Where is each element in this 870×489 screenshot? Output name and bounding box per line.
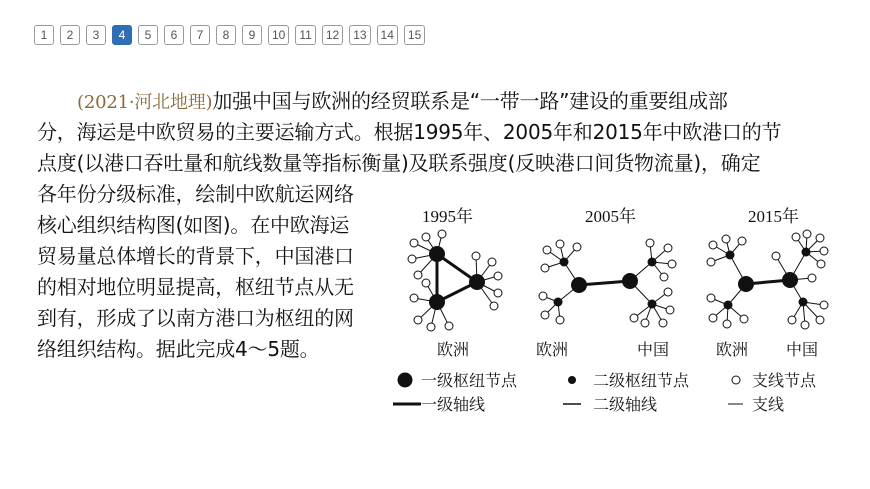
branch-node-icon xyxy=(732,376,740,384)
question-line-5: 核心组织结构图(如图)。在中欧海运 xyxy=(37,213,350,237)
page-button-5[interactable]: 5 xyxy=(138,25,158,45)
question-line-2: 分，海运是中欧贸易的主要运输方式。根据1995年、2005年和2015年中欧港口的节 xyxy=(37,120,782,144)
page-button-15[interactable]: 15 xyxy=(404,25,425,45)
page-button-3[interactable]: 3 xyxy=(86,25,106,45)
page-button-14[interactable]: 14 xyxy=(377,25,398,45)
question-line-8: 到有，形成了以南方港口为枢纽的网 xyxy=(37,306,354,330)
page-button-13[interactable]: 13 xyxy=(349,25,370,45)
page-button-2[interactable]: 2 xyxy=(60,25,80,45)
question-line-9: 络组织结构。据此完成4～5题。 xyxy=(37,337,320,361)
primary-node-icon xyxy=(398,373,413,388)
question-line-7: 的相对地位明显提高，枢纽节点从无 xyxy=(37,275,354,299)
page-button-9[interactable]: 9 xyxy=(242,25,262,45)
secondary-node-icon xyxy=(568,376,576,384)
legend-primary-node: 一级枢纽节点 xyxy=(421,371,518,390)
figure-legend xyxy=(393,371,817,414)
region-label-europe-1995: 欧洲 xyxy=(437,340,470,359)
page-button-10[interactable]: 10 xyxy=(268,25,289,45)
page-button-4-current[interactable]: 4 xyxy=(112,25,132,45)
year-label-2005: 2005年 xyxy=(585,207,636,226)
legend-secondary-axis: 二级轴线 xyxy=(593,395,658,414)
page-button-6[interactable]: 6 xyxy=(164,25,184,45)
region-label-china-2005: 中国 xyxy=(637,340,670,359)
page-button-8[interactable]: 8 xyxy=(216,25,236,45)
question-line-3: 点度(以港口吞吐量和航线数量等指标衡量)及联系强度(反映港口间货物流量)，确定 xyxy=(37,151,761,175)
page-button-1[interactable]: 1 xyxy=(34,25,54,45)
year-label-2015: 2015年 xyxy=(748,207,799,226)
year-label-1995: 1995年 xyxy=(422,207,473,226)
question-source: (2021·河北地理) xyxy=(77,92,213,113)
legend-primary-axis: 一级轴线 xyxy=(421,395,486,414)
region-label-china-2015: 中国 xyxy=(786,340,819,359)
page-button-11[interactable]: 11 xyxy=(295,25,315,45)
page-button-12[interactable]: 12 xyxy=(322,25,343,45)
legend-secondary-node: 二级枢纽节点 xyxy=(593,371,690,390)
page-button-7[interactable]: 7 xyxy=(190,25,210,45)
region-label-europe-2005: 欧洲 xyxy=(536,340,569,359)
question-line-6: 贸易量总体增长的背景下，中国港口 xyxy=(37,244,354,268)
region-label-europe-2015: 欧洲 xyxy=(716,340,749,359)
legend-branch-line: 支线 xyxy=(752,395,785,414)
question-line-1: 加强中国与欧洲的经贸联系是“一带一路”建设的重要组成部 xyxy=(212,89,728,113)
question-line-4: 各年份分级标准，绘制中欧航运网络 xyxy=(37,182,354,206)
legend-branch-node: 支线节点 xyxy=(752,371,817,390)
